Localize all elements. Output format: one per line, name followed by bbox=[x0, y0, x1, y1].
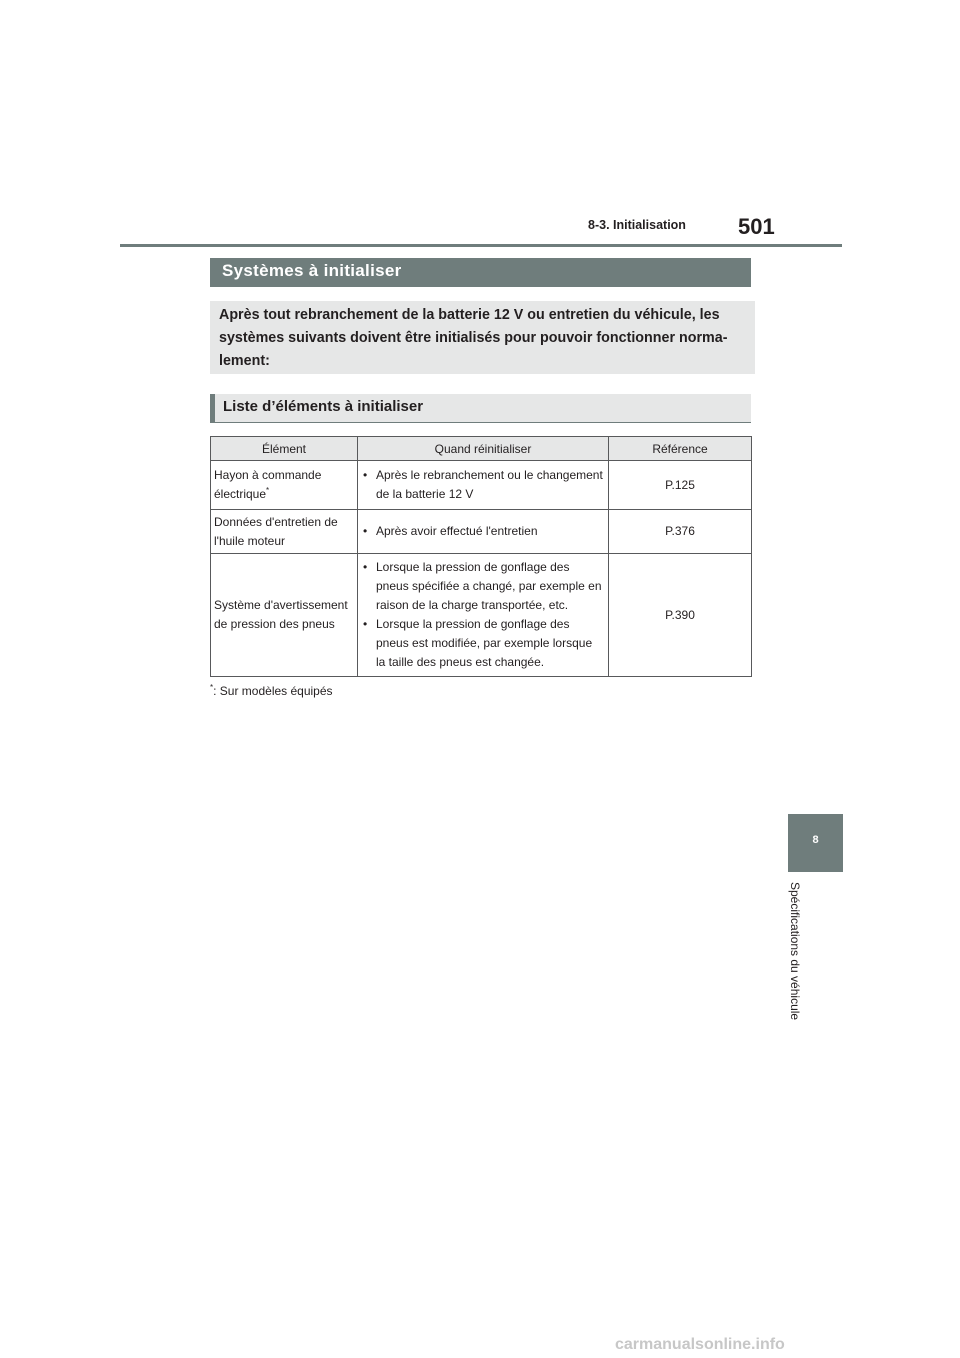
reference-cell: P.376 bbox=[609, 510, 752, 554]
footnote bbox=[210, 684, 333, 698]
element-cell: Données d'entretien de l'huile moteur bbox=[211, 510, 358, 554]
when-item: • Après le rebranchement ou le changement de la batterie 12 V bbox=[363, 466, 604, 504]
subtitle-bar bbox=[210, 394, 751, 423]
when-item: • Lorsque la pression de gonflage des pneus est modifiée, par exemple lorsque la taille des pneus est changée. bbox=[363, 615, 604, 672]
page-number: 501 bbox=[738, 214, 775, 239]
section-title: 8-3. Initialisation bbox=[588, 218, 686, 232]
subtitle: Liste d’éléments à initialiser bbox=[223, 398, 424, 415]
title-bar bbox=[210, 258, 751, 287]
table-header-row bbox=[211, 437, 752, 461]
element-cell: Système d'avertissement de pression des pneus bbox=[211, 554, 358, 677]
chapter-number: 8 bbox=[812, 834, 819, 846]
when-cell bbox=[358, 461, 609, 510]
watermark: carmanualsonline.info bbox=[615, 1336, 785, 1353]
table-row bbox=[211, 554, 752, 677]
page-title: Systèmes à initialiser bbox=[222, 261, 402, 280]
chapter-tab bbox=[788, 814, 843, 872]
when-cell bbox=[358, 554, 609, 677]
intro-box bbox=[210, 301, 755, 374]
chapter-label: Spécifications du véhicule bbox=[788, 882, 802, 1021]
header-element: Élément bbox=[211, 437, 358, 461]
footnote-mark: * bbox=[266, 486, 270, 495]
subtitle-accent bbox=[210, 394, 215, 422]
header-divider bbox=[120, 244, 842, 247]
when-item: • Lorsque la pression de gonflage des pneus spécifiée a changé, par exemple en raison de la charge transportée, etc. bbox=[363, 558, 604, 615]
element-name: Hayon à commande électrique bbox=[214, 468, 322, 501]
reference-cell: P.390 bbox=[609, 554, 752, 677]
table-row bbox=[211, 461, 752, 510]
intro-text: Après tout rebranchement de la batterie 12 V ou entretien du véhicule, les systèmes suivants doivent être initialisés pour pouvoir fonctionner normalement: bbox=[219, 307, 728, 369]
element-cell bbox=[211, 461, 358, 510]
footnote-asterisk: * bbox=[210, 683, 214, 692]
when-cell bbox=[358, 510, 609, 554]
header-when: Quand réinitialiser bbox=[358, 437, 609, 461]
table-row bbox=[211, 510, 752, 554]
when-item: • Après avoir effectué l'entretien bbox=[363, 522, 604, 541]
reference-cell: P.125 bbox=[609, 461, 752, 510]
header-reference: Référence bbox=[609, 437, 752, 461]
footnote-text: : Sur modèles équipés bbox=[213, 684, 333, 698]
init-table bbox=[210, 436, 752, 677]
